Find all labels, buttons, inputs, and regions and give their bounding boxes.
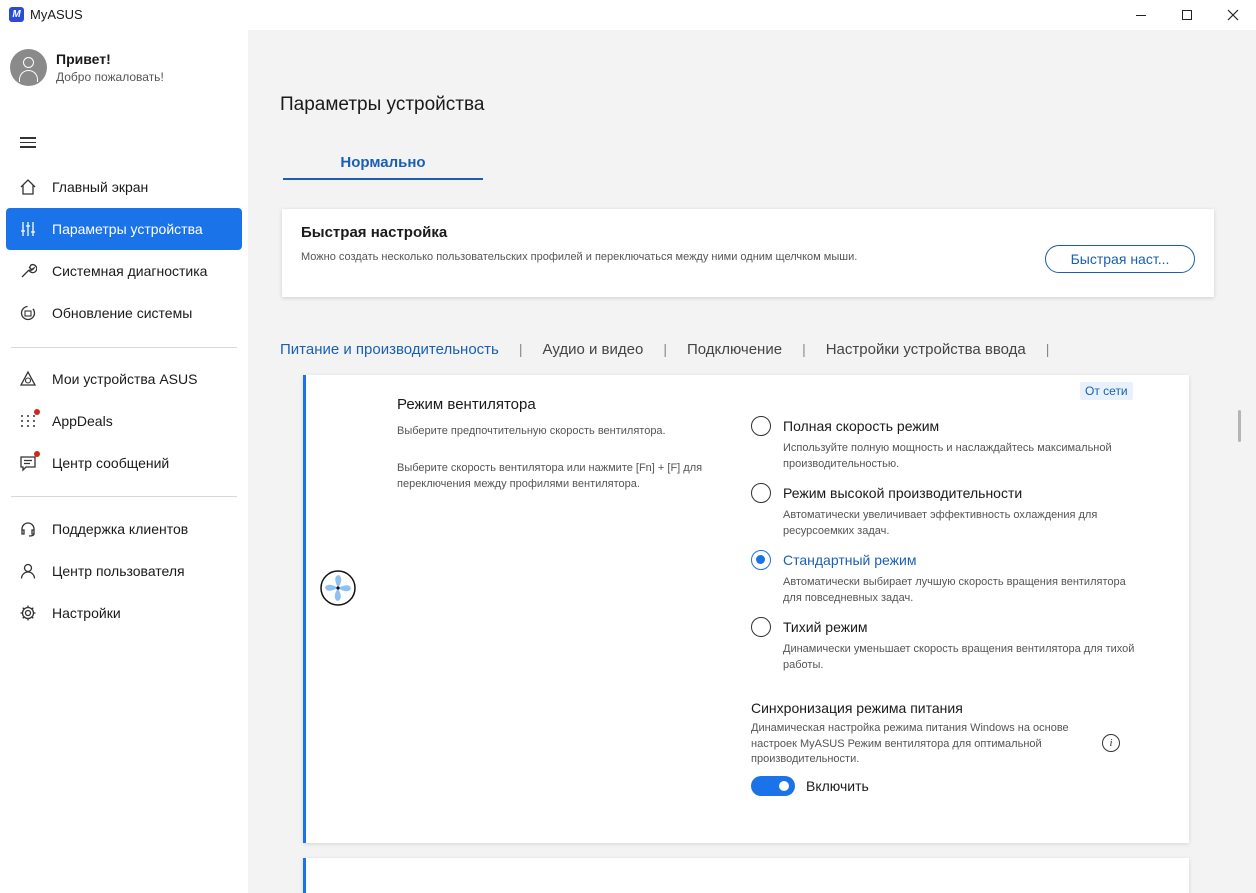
home-icon — [18, 177, 38, 197]
sidebar-divider — [11, 347, 237, 348]
fan-mode-hint: Выберите скорость вентилятора или нажмите [Fn] + [F] для переключения между профилями вентилятора. — [397, 462, 703, 490]
fan-option-label: Режим высокой производительности — [783, 485, 1023, 501]
fan-option-description: Используйте полную мощность и наслаждайтесь максимальной производительностью. — [783, 442, 1112, 470]
fan-option-description: Автоматически увеличивает эффективность охлаждения для ресурсоемких задач. — [783, 509, 1098, 537]
tab-audio-video[interactable]: Аудио и видео — [542, 340, 644, 358]
power-sync-toggle-label: Включить — [806, 778, 869, 794]
greeting-subtitle: Добро пожаловать! — [56, 70, 164, 84]
notification-dot — [34, 451, 40, 457]
message-icon — [18, 453, 38, 473]
sidebar-item-label: Настройки — [52, 605, 121, 621]
close-button[interactable] — [1210, 0, 1256, 30]
radio-button[interactable] — [751, 483, 771, 503]
scrollbar-thumb[interactable] — [1238, 410, 1241, 442]
fan-option-label: Полная скорость режим — [783, 418, 940, 434]
user-icon — [18, 561, 38, 581]
page-title: Параметры устройства — [280, 94, 485, 115]
quick-setup-title: Быстрая настройка — [301, 224, 448, 241]
wrench-icon — [18, 261, 38, 281]
sidebar-item-label: Центр пользователя — [52, 563, 185, 579]
sidebar-item-label: Поддержка клиентов — [52, 521, 189, 537]
category-tabs — [280, 338, 1069, 360]
quick-setup-card — [282, 209, 1214, 297]
close-icon — [1227, 9, 1239, 21]
fan-icon — [320, 570, 356, 606]
quick-setup-button[interactable]: Быстрая наст... — [1045, 245, 1195, 273]
title-bar — [0, 0, 1256, 30]
radio-button[interactable] — [751, 416, 771, 436]
greeting-title: Привет! — [56, 51, 111, 67]
sidebar-item-message-center[interactable] — [6, 442, 242, 484]
sidebar-item-my-devices[interactable] — [6, 358, 242, 400]
sidebar-item-label: Главный экран — [52, 179, 149, 195]
fan-option-description: Динамически уменьшает скорость вращения вентилятора для тихой работы. — [783, 643, 1135, 671]
tab-profile-normal[interactable]: Нормально — [283, 148, 483, 180]
fan-mode-card — [303, 375, 1189, 843]
power-sync-title: Синхронизация режима питания — [751, 700, 963, 716]
main-content — [248, 30, 1256, 893]
sidebar-item-label: AppDeals — [52, 413, 113, 429]
sidebar-item-label: Мои устройства ASUS — [52, 371, 198, 387]
avatar[interactable] — [10, 49, 47, 86]
quick-setup-description: Можно создать несколько пользовательских профилей и переключаться между ними одним щелчком мыши. — [301, 251, 858, 263]
sidebar-item-label: Параметры устройства — [52, 221, 203, 237]
sliders-icon — [18, 219, 38, 239]
sidebar-divider — [11, 496, 237, 497]
maximize-icon — [1182, 10, 1192, 20]
tab-power-performance[interactable]: Питание и производительность — [280, 340, 499, 358]
update-icon — [18, 303, 38, 323]
radio-button[interactable] — [751, 617, 771, 637]
fan-option-label: Стандартный режим — [783, 552, 917, 568]
sidebar-item-diagnostics[interactable] — [6, 250, 242, 292]
sidebar-item-system-update[interactable] — [6, 292, 242, 334]
menu-toggle-icon[interactable] — [20, 137, 36, 149]
tab-separator: | — [1045, 341, 1050, 357]
apps-grid-icon — [18, 411, 38, 431]
tab-separator: | — [663, 341, 667, 357]
tab-separator: | — [518, 341, 523, 357]
devices-icon — [18, 369, 38, 389]
sidebar-item-device-settings[interactable] — [6, 208, 242, 250]
fan-mode-title: Режим вентилятора — [397, 396, 536, 413]
radio-button-selected[interactable] — [751, 550, 771, 570]
tab-input-device-settings[interactable]: Настройки устройства ввода — [825, 340, 1026, 358]
sidebar-item-label: Центр сообщений — [52, 455, 170, 471]
sidebar-item-appdeals[interactable] — [6, 400, 242, 442]
notification-dot — [34, 409, 40, 415]
sidebar-item-label: Обновление системы — [52, 305, 193, 321]
fan-mode-description: Выберите предпочтительную скорость вентилятора. — [397, 425, 666, 437]
sidebar-item-label: Системная диагностика — [52, 263, 208, 279]
sidebar — [0, 30, 248, 893]
next-settings-card — [303, 858, 1189, 893]
info-icon[interactable]: i — [1102, 734, 1120, 752]
headset-icon — [18, 519, 38, 539]
power-sync-toggle[interactable] — [751, 776, 795, 796]
gear-icon — [18, 603, 38, 623]
myasus-logo-icon: M — [9, 7, 24, 22]
tab-connectivity[interactable]: Подключение — [686, 340, 783, 358]
power-source-badge: От сети — [1080, 382, 1133, 400]
fan-option-description: Автоматически выбирает лучшую скорость вращения вентилятора для повседневных задач. — [783, 576, 1126, 604]
power-sync-description: Динамическая настройка режима питания Windows на основе настроек MyASUS Режим вентилятора для оптимальной производительности. — [751, 722, 1069, 765]
sidebar-item-support[interactable] — [6, 508, 242, 550]
minimize-icon — [1136, 15, 1146, 16]
sidebar-item-user-center[interactable] — [6, 550, 242, 592]
tab-separator: | — [802, 341, 806, 357]
sidebar-item-home[interactable] — [6, 166, 242, 208]
window-title: MyASUS — [30, 7, 83, 22]
minimize-button[interactable] — [1118, 0, 1164, 30]
fan-option-label: Тихий режим — [783, 619, 868, 635]
maximize-button[interactable] — [1164, 0, 1210, 30]
sidebar-item-settings[interactable] — [6, 592, 242, 634]
